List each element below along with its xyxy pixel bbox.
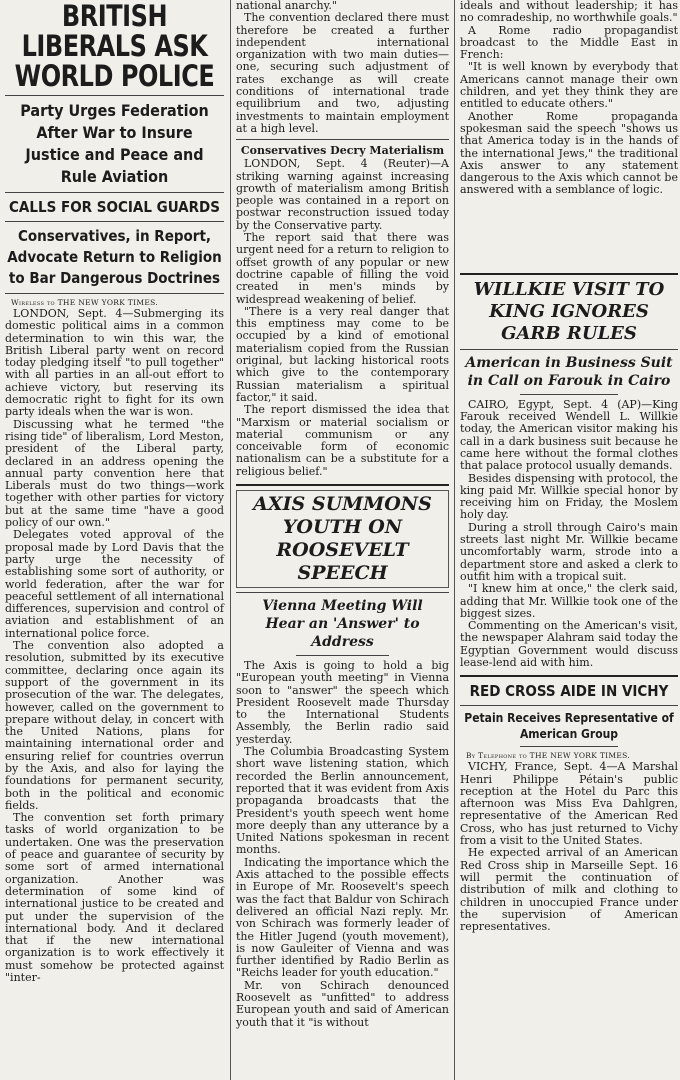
- divider: [460, 349, 678, 350]
- deck-social-guards: CALLS FOR SOCIAL GUARDS: [9, 198, 220, 216]
- headline-axis-summons: AXIS SUMMONS YOUTH ON ROOSEVELT SPEECH: [253, 492, 432, 584]
- wire-source-vichy: By Telephone to THE NEW YORK TIMES.: [466, 751, 631, 761]
- paragraph: Indicating the importance which the Axis attached to the possible effects in Europe of Mr. Roosevelt's speech was the fact that Baldur von Schirach delivered an official Nazi reply. Mr. von Schirach was formerly leader of the Hitler Jugend (youth movement), is now Gauleiter of Vienna and was further identified by Radio Berlin as "Reichs leader for youth education.": [236, 855, 449, 980]
- article-continuation: [236, 0, 449, 135]
- deck-party-urges: Party Urges Federation After War to Insure Justice and Peace and Rule Aviation: [20, 101, 209, 186]
- column-1: [0, 0, 230, 1080]
- divider: [5, 221, 224, 222]
- paragraph: The convention declared there must therefore be created a further independent international organization with two main duties—one, securing such adjustment of rates exchange as will create conditions of international trade equilibrium and two, adjusting investments to maintain employment at a high level.: [236, 11, 449, 135]
- column-3: [455, 0, 680, 1080]
- paragraph: He expected arrival of an American Red Cross ship in Marseille Sept. 16 will permit the continuation of distribution of milk and clothing to children in unoccupied France under the supervision of American representatives.: [460, 846, 678, 934]
- headline-red-cross: RED CROSS AIDE IN VICHY: [469, 682, 669, 701]
- subhead-conservatives: Conservatives Decry Materialism: [240, 144, 445, 158]
- divider: [5, 192, 224, 193]
- paragraph: CAIRO, Egypt, Sept. 4 (AP)—King Farouk received Wendell L. Willkie today, the American visitor making his call in a dark business suit because he came here without the formal clothes that palace protocol usually demands.: [460, 397, 678, 473]
- deck-conservatives: Conservatives, in Report, Advocate Return to Religion to Bar Dangerous Doctrines: [7, 227, 222, 287]
- divider: [5, 293, 224, 294]
- paragraph: "I knew him at once," the clerk said, adding that Mr. Willkie took one of the biggest sizes.: [460, 582, 678, 620]
- paragraph: Discussing what he termed "the rising tide" of liberalism, Lord Meston, president of the Liberal party, declared in an address opening the annual party convention here that Liberals must do two things—work together with other parties for victory but at the same time "have a good policy of our own.": [5, 417, 224, 530]
- column-2: [231, 0, 454, 1080]
- deck-vienna-meeting: Vienna Meeting Will Hear an 'Answer' to Address: [262, 597, 423, 650]
- paragraph: A Rome radio propagandist broadcast to the Middle East in French:: [460, 23, 678, 62]
- divider: [460, 705, 678, 706]
- paragraph: Besides dispensing with protocol, the king paid Mr. Willkie special honor by receiving him on Friday, the Moslem holy day.: [460, 471, 678, 522]
- article-continuation-axis: [460, 0, 678, 197]
- headline-willkie: WILLKIE VISIT TO KING IGNORES GARB RULES: [473, 278, 665, 344]
- paragraph: VICHY, France, Sept. 4—A Marshal Henri Philippe Pétain's public reception at the Hotel du Parc this afternoon was Miss Eva Dahlgren, representative of the American Red Cross, who has just returned to Vichy from a visit to the United States.: [460, 760, 678, 848]
- paragraph: "There is a very real danger that this emptiness may come to be occupied by a kind of emotional materialism copied from the Russian original, but lacking historical roots which give to the contemporary Russian materialism a spiritual factor," it said.: [236, 304, 449, 404]
- paragraph: The Columbia Broadcasting System short wave listening station, which recorded the Berlin announcement, reported that it was evident from Axis propaganda broadcasts that the President's youth speech went home more deeply than any utterance by a United Nations spokesman in recent months.: [236, 745, 449, 857]
- divider: [236, 484, 449, 486]
- article-body-axis: [236, 660, 449, 1029]
- paragraph: ideals and without leadership; it has no comradeship, no worthwhile goals.": [460, 0, 678, 25]
- article-body-liberals: [5, 308, 224, 984]
- article-body-conservatives: [236, 158, 449, 478]
- divider: [236, 139, 449, 140]
- paragraph: national anarchy.": [236, 0, 337, 12]
- divider: [460, 675, 678, 677]
- headline-british-liberals: BRITISH LIBERALS ASK WORLD POLICE: [14, 0, 215, 93]
- article-body-red-cross: [460, 761, 678, 933]
- divider: [296, 655, 389, 656]
- paragraph: The report said that there was urgent need for a return to religion to offset growth of any popular or new doctrine capable of filling the void created in men's minds by widespread weakening of belief.: [236, 231, 449, 306]
- divider: [236, 592, 449, 593]
- divider: [460, 273, 678, 275]
- divider: [520, 746, 618, 747]
- headline-box-axis: [236, 490, 449, 588]
- paragraph: During a stroll through Cairo's main streets last night Mr. Willkie became uncomfortably warm, strode into a department store and asked a clerk to outfit him with a tropical suit.: [460, 520, 678, 583]
- paragraph: The convention set forth primary tasks of world organization to be undertaken. One was the preservation of peace and guarantee of security by some sort of armed international organization. Another was determination of some kind of international justice to be created and put under the supervision of the international body. And it declared that if the new international organization is to work effectively it must somehow be protected against "inter-: [5, 811, 224, 985]
- paragraph: LONDON, Sept. 4 (Reuter)—A striking warning against increasing growth of materialism among British people was contained in a report on postwar reconstruction issued today by the Conservative party.: [236, 157, 449, 232]
- wire-source: Wireless to THE NEW YORK TIMES.: [11, 298, 158, 307]
- divider: [520, 394, 618, 395]
- paragraph: Delegates voted approval of the proposal made by Lord Davis that the party urge the necessity of establishing some sort of authority, or world federation, after the war for peaceful settlement of all international differences, supervision and control of aviation and establishment of an international police force.: [5, 528, 224, 640]
- paragraph: LONDON, Sept. 4—Submerging its domestic political aims in a common determination to win this war, the British Liberal party went on record today pledging itself "to pull together" with all parties in an all-out effort to achieve victory, but reserving its democratic right to fight for its own party ideals when the war is won.: [5, 307, 224, 419]
- deck-willkie: American in Business Suit in Call on Farouk in Cairo: [465, 354, 673, 389]
- paragraph: Another Rome propaganda spokesman said the speech "shows us that America today is in the hands of the international Jews," the traditional Axis answer to any statement dangerous to the Axis which cannot be answered with a semblance of logic.: [460, 109, 678, 197]
- paragraph: The Axis is going to hold a big "European youth meeting" in Vienna soon to "answer" the speech which President Roosevelt made Thursday to the International Students Assembly, the Berlin radio said yesterday.: [236, 658, 449, 746]
- deck-petain: Petain Receives Representative of American Group: [464, 711, 674, 742]
- paragraph: "It is well known by everybody that Americans cannot manage their own children, and yet they think they are entitled to educate others.": [460, 60, 678, 111]
- paragraph: Mr. von Schirach denounced Roosevelt as "unfitted" to address European youth and said of American youth that it "is without: [236, 978, 449, 1029]
- paragraph: The convention also adopted a resolution, submitted by its executive committee, declaring once again its support of the government in its prosecution of the war. The delegates, however, called on the government to prepare without delay, in concert with the United Nations, plans for maintaining international order and ensuring relief for countries overrun by the Axis, and also for laying the foundations for permanent security, both in the political and economic fields.: [5, 639, 224, 812]
- paragraph: Commenting on the American's visit, the newspaper Alahram said today the Egyptian Government would discuss lease-lend aid with him.: [460, 619, 678, 669]
- divider: [5, 95, 224, 96]
- paragraph: The report dismissed the idea that "Marxism or material socialism or material communism or any conceivable form of economic nationalism can be a substitute for a religious belief.": [236, 403, 449, 478]
- article-body-willkie: [460, 399, 678, 670]
